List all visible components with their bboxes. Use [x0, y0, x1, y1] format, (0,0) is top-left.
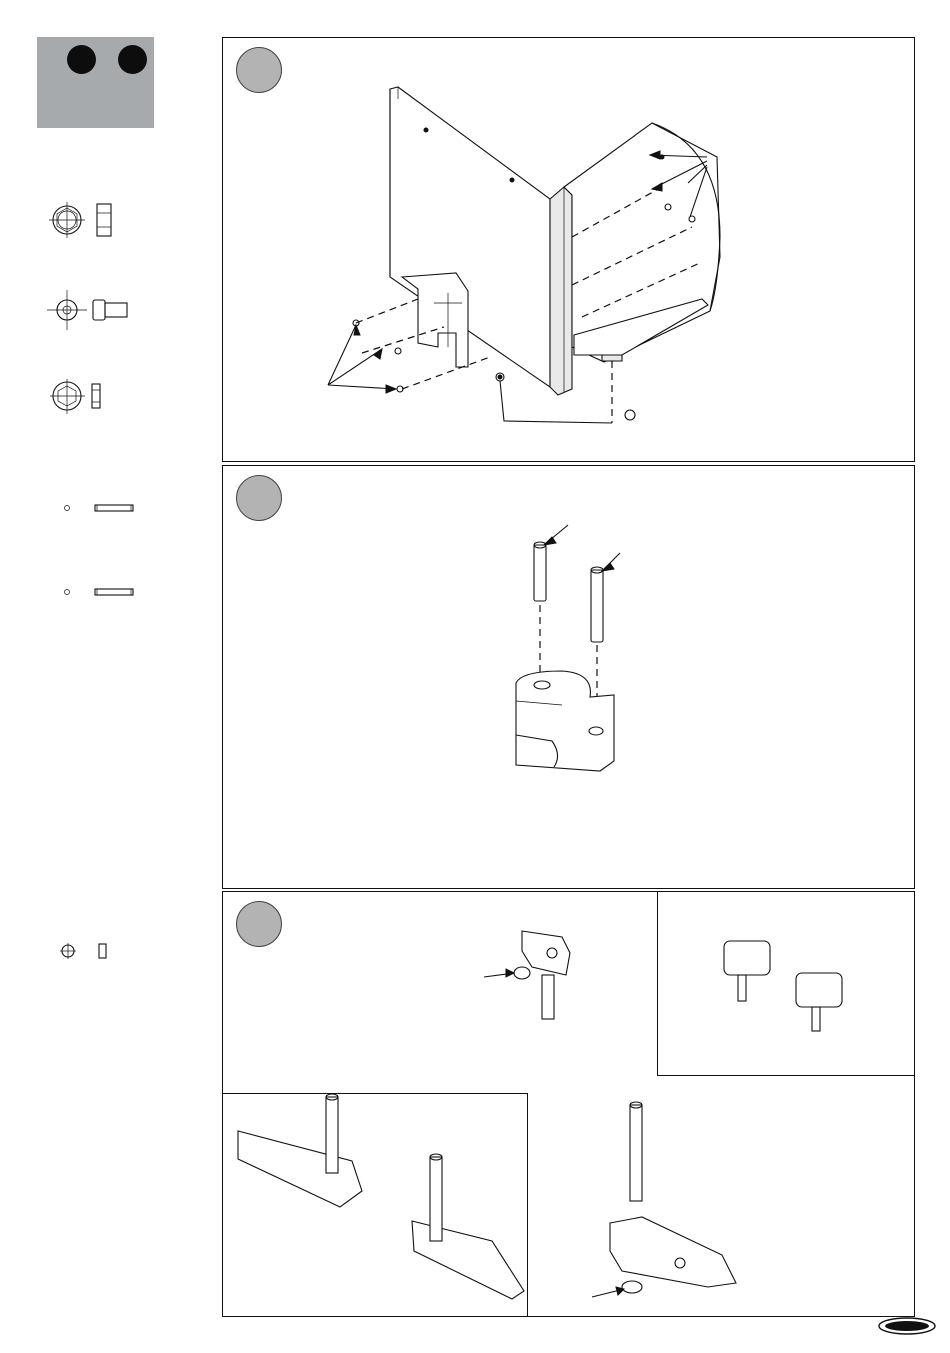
pin-icon: [60, 584, 140, 600]
hex-nut-icon: [45, 198, 125, 242]
header-bullet: [118, 45, 147, 74]
socket-head-bolt-icon: [45, 288, 135, 332]
header-bullet: [67, 45, 96, 74]
pin-icon: [60, 500, 140, 516]
chassis-bulkhead-illustration: [222, 37, 915, 462]
brand-logo-icon: [878, 1317, 936, 1335]
pin-block-illustration: [222, 465, 915, 889]
step-header-box: [37, 37, 154, 128]
clip-hinge-illustration: [222, 891, 915, 1317]
small-nut-icon: [58, 940, 118, 962]
lock-nut-icon: [45, 378, 115, 422]
